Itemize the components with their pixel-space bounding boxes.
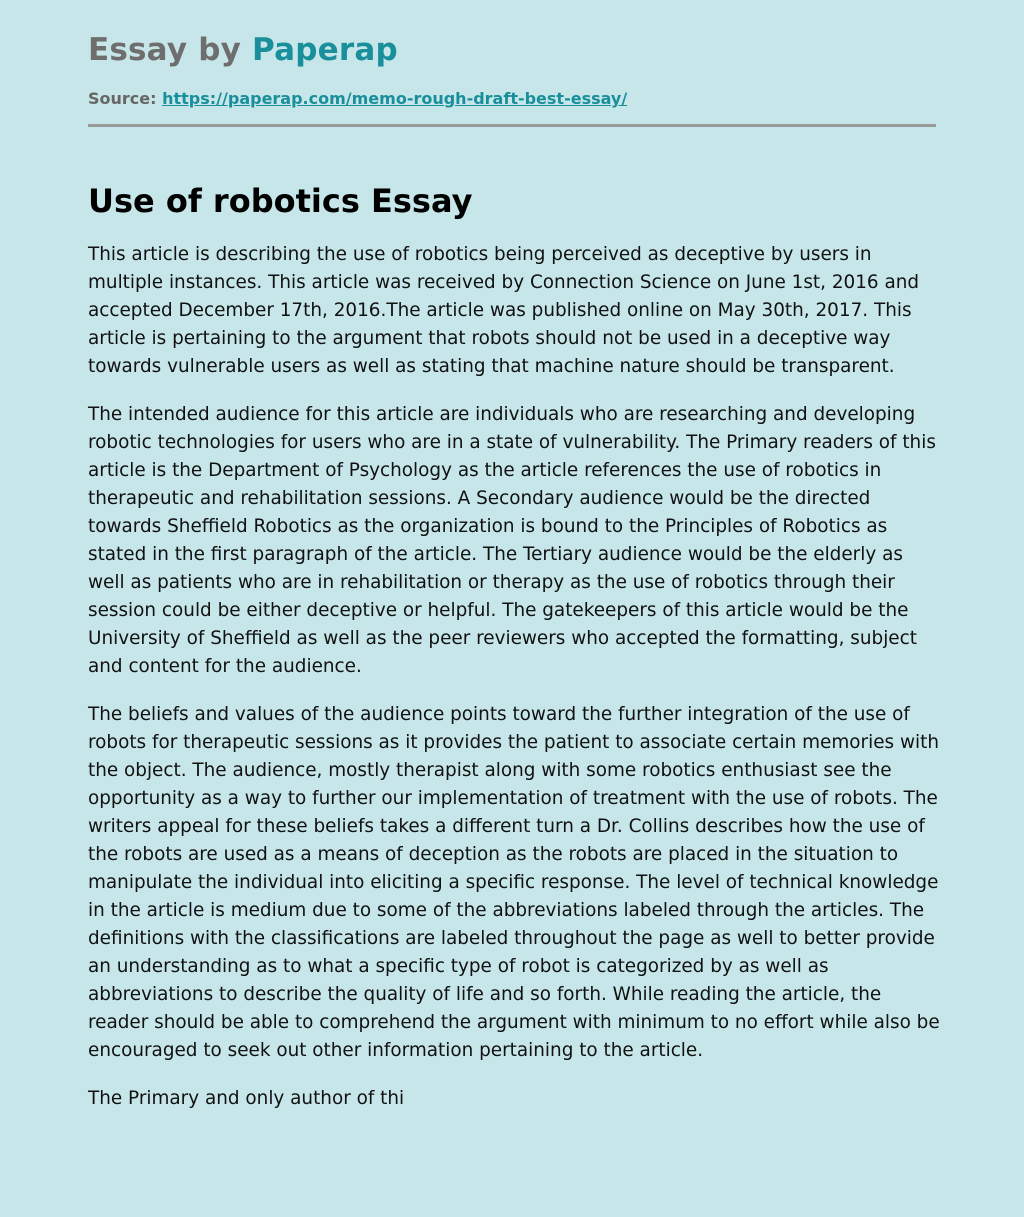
- article-paragraph: The intended audience for this article are individuals who are researching and developing robotic technologies for users who are in a state of vulnerability. The Primary readers of this article is the Department of Psychology as the article references the use of robotics in therapeutic and rehabilitation sessions. A Secondary audience would be the directed towards Sheffield Robotics as the organization is bound to the Principles of Robotics as stated in the first paragraph of the article. The Tertiary audience would be the elderly as well as patients who are in rehabilitation or therapy as the use of robotics through their session could be either deceptive or helpful. The gatekeepers of this article would be the University of Sheffield as well as the peer reviewers who accepted the formatting, subject and content for the audience.: [88, 404, 936, 677]
- article-paragraph: The beliefs and values of the audience points toward the further integration of the use of robots for therapeutic sessions as it provides the patient to associate certain memories with the object. The audience, mostly therapist along with some robotics enthusiast see the opportunity as a way to further our implementation of treatment with the use of robots. The writers appeal for these beliefs takes a different turn a Dr. Collins describes how the use of the robots are used as a means of deception as the robots are placed in the situation to manipulate the individual into eliciting a specific response. The level of technical knowledge in the article is medium due to some of the abbreviations labeled through the articles. The definitions with the classifications are labeled throughout the page as well to better provide an understanding as to what a specific type of robot is categorized by as well as abbreviations to describe the quality of life and so forth. While reading the article, the reader should be able to comprehend the argument with minimum to no effort while also be encouraged to seek out other information pertaining to the article.: [88, 704, 940, 1061]
- brand-prefix: Essay by: [88, 32, 242, 68]
- source-label: Source:: [88, 89, 157, 108]
- article-body: [88, 241, 940, 1133]
- article-paragraph: The Primary and only author of thi: [88, 1088, 405, 1109]
- article-title: Use of robotics Essay: [88, 182, 473, 220]
- source-link[interactable]: https://paperap.com/memo-rough-draft-best-essay/: [162, 89, 628, 108]
- header-divider: [88, 124, 936, 127]
- brand-name[interactable]: Paperap: [252, 32, 398, 68]
- article-paragraph: This article is describing the use of robotics being perceived as deceptive by users in multiple instances. This article was received by Connection Science on June 1st, 2016 and accepted December 17th, 2016.The article was published online on May 30th, 2017. This article is pertaining to the argument that robots should not be used in a deceptive way towards vulnerable users as well as stating that machine nature should be transparent.: [88, 244, 920, 377]
- source-line: [88, 88, 627, 110]
- site-brand: [88, 30, 398, 70]
